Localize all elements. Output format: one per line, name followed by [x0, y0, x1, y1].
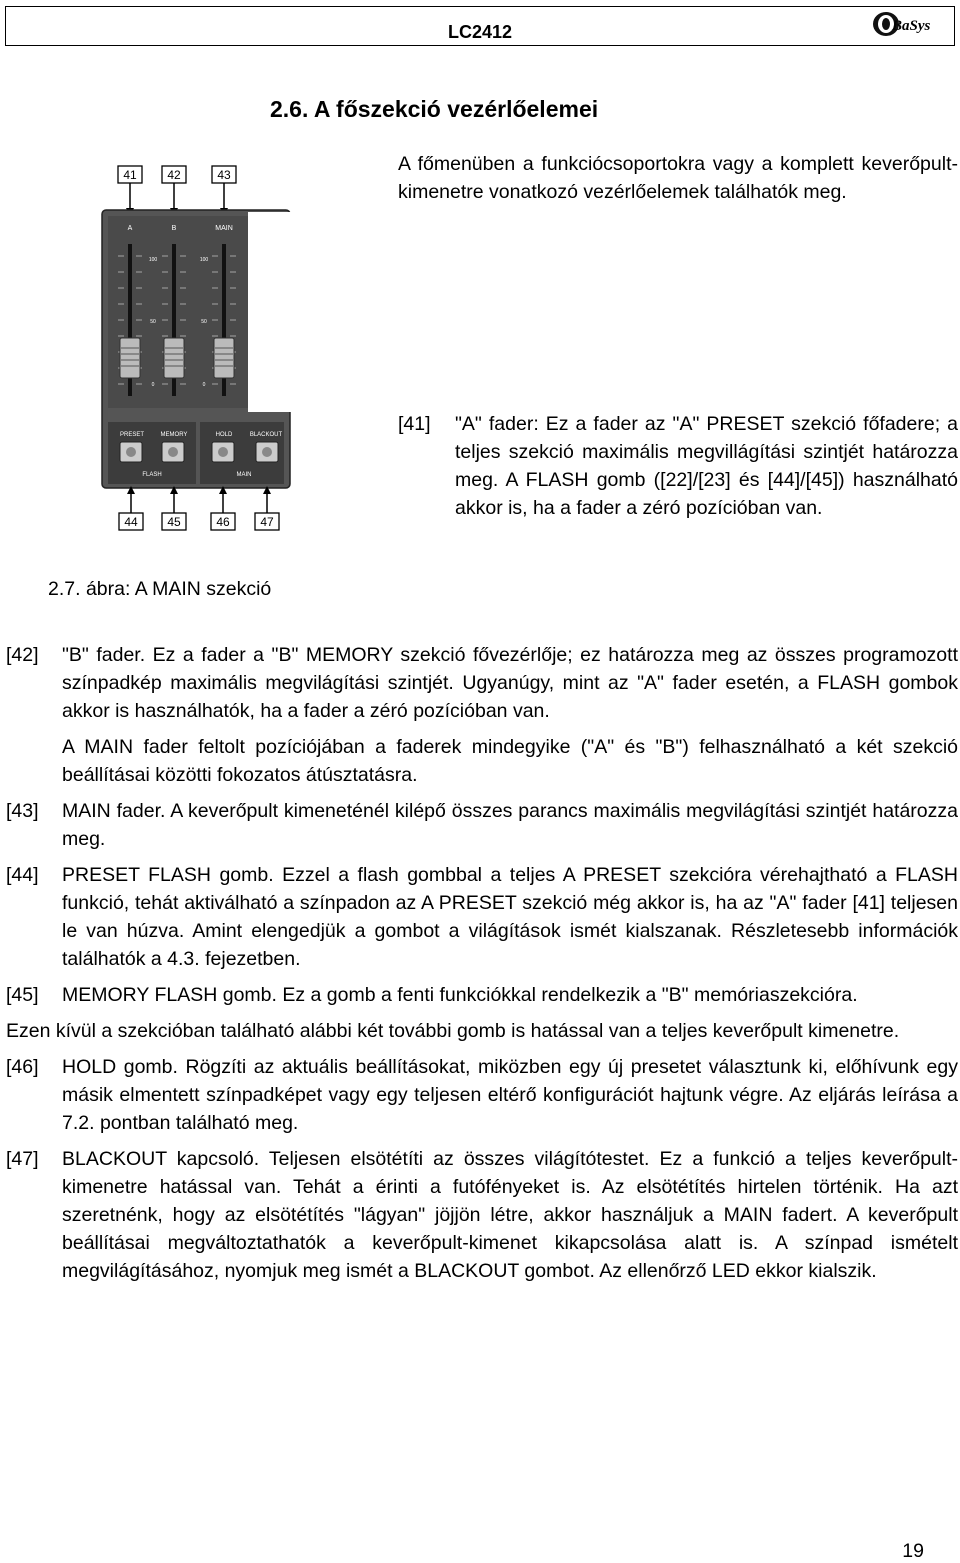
item-45 [6, 981, 958, 1009]
item-43 [6, 797, 958, 853]
figure-label: 0 [151, 382, 155, 388]
main-section-figure [96, 160, 296, 540]
figure-label: 0 [202, 382, 206, 388]
item-text: HOLD gomb. Rögzíti az aktuális beállításokat, miközben egy új presetet választunk ki, előhívunk egy másik elmentett színpadképet vagy egy teljesen eltérő konfigurációt hajtunk végre. Az eljárás leírása a 7.2. pontban található meg. [62, 1056, 958, 1134]
figure-label: FLASH [142, 472, 162, 478]
item-44 [6, 861, 958, 973]
item-code: [44] [6, 864, 39, 886]
figure-label: MAIN [236, 472, 252, 478]
callout-43: 43 [217, 168, 231, 182]
item-text: BLACKOUT kapcsoló. Teljesen elsötétíti az összes világítótestet. Ez a funkció a teljes keverőpult-kimenetre hatással van. Tehát a érinti a futófényeket is. Az elsötétítés hirtelen történik. Ha azt szeretnénk, hogy az elsötétítés "lágyan" jöjjön létre, akkor használjuk a MAIN fadert. A keverőpult beállításai megváltoztathatók a keverőpult-kimenet kikapcsolása alatt is. A színpad ismételt megvilágításához, nyomjuk meg ismét a BLACKOUT gombot. Az ellenőrző LED ekkor kialszik. [62, 1148, 958, 1282]
page-number: 19 [902, 1540, 924, 1562]
main-fader-note: A MAIN fader feltolt pozíciójában a faderek mindegyike ("A" és "B") felhasználható a két szekció beállításai közötti fokozatos átúsztatásra. [62, 736, 958, 786]
top-callouts [118, 166, 236, 183]
figure-label: 100 [199, 257, 209, 263]
figure-label: A [127, 225, 133, 232]
item-code: [46] [6, 1056, 39, 1078]
item-code: [47] [6, 1148, 39, 1170]
item-code: [43] [6, 800, 39, 822]
callout-46: 46 [216, 515, 230, 529]
callout-42: 42 [167, 168, 181, 182]
item-text: "A" fader: Ez a fader az "A" PRESET szekció főfadere; a teljes szekció maximális megvillágítási szintjét határozza meg. A FLASH gomb ([22]/[23] és [44]/[45]) használható akkor is, ha a fader a zéró pozícióban van. [455, 413, 958, 519]
figure-label: PRESET [119, 432, 145, 438]
figure-label: B [171, 225, 177, 232]
basys-logo [870, 9, 946, 39]
item-text: PRESET FLASH gomb. Ezzel a flash gombbal a teljes A PRESET szekcióra vérehajtható a FLASH funkció, tehát aktiválható a színpadon az A PRESET szekció még akkor is, ha az "A" fader [41] teljesen le van húzva. Amint elengedjük a gombot a világítások ismét kialszanak. Részletesebb információk találhatók a 4.3. fejezetben. [62, 864, 958, 970]
figure-label: 50 [150, 319, 156, 325]
figure-caption: 2.7. ábra: A MAIN szekció [48, 578, 272, 600]
body-text [6, 641, 958, 1293]
item-code: [42] [6, 644, 39, 666]
section-title: 2.6. A főszekció vezérlőelemei [270, 96, 599, 122]
item-text: "B" fader. Ez a fader a "B" MEMORY szekció fővezérlője; ez határozza meg az összes programozott színpadkép maximális megvilágítási szintjét. Ugyanúgy, mint az "A" fader esetén, a FLASH gombok akkor is használhatók, ha a fader a zéró pozícióban van. [62, 644, 958, 722]
item-text: MAIN fader. A keverőpult kimeneténél kilépő összes parancs maximális megvilágítási szintjét határozza meg. [62, 800, 958, 850]
figure-label: HOLD [215, 432, 233, 438]
callout-45: 45 [167, 515, 181, 529]
figure-label: 100 [148, 257, 158, 263]
item-code: [45] [6, 984, 39, 1006]
item-41 [398, 410, 958, 522]
figure-label: 50 [201, 319, 207, 325]
figure-label: BLACKOUT [249, 432, 283, 438]
outside-note: Ezen kívül a szekcióban található alábbi két további gomb is hatással van a teljes keverőpult kimenetre. [6, 1020, 900, 1042]
logo-text: BaSys [892, 18, 931, 34]
intro-paragraph: A főmenüben a funkciócsoportokra vagy a komplett keverőpult-kimenetre vonatkozó vezérlőelemek találhatók meg. [398, 153, 958, 203]
document-id: LC2412 [447, 22, 513, 42]
item-code: [41] [398, 413, 431, 435]
callout-47: 47 [260, 515, 274, 529]
item-text: MEMORY FLASH gomb. Ez a gomb a fenti funkciókkal rendelkezik a "B" memóriaszekcióra. [62, 984, 858, 1006]
figure-label: MAIN [215, 225, 233, 232]
item-47 [6, 1145, 958, 1285]
item-46 [6, 1053, 958, 1137]
item-42 [6, 641, 958, 725]
callout-41: 41 [123, 168, 137, 182]
callout-44: 44 [124, 515, 138, 529]
figure-label: MEMORY [160, 432, 188, 438]
